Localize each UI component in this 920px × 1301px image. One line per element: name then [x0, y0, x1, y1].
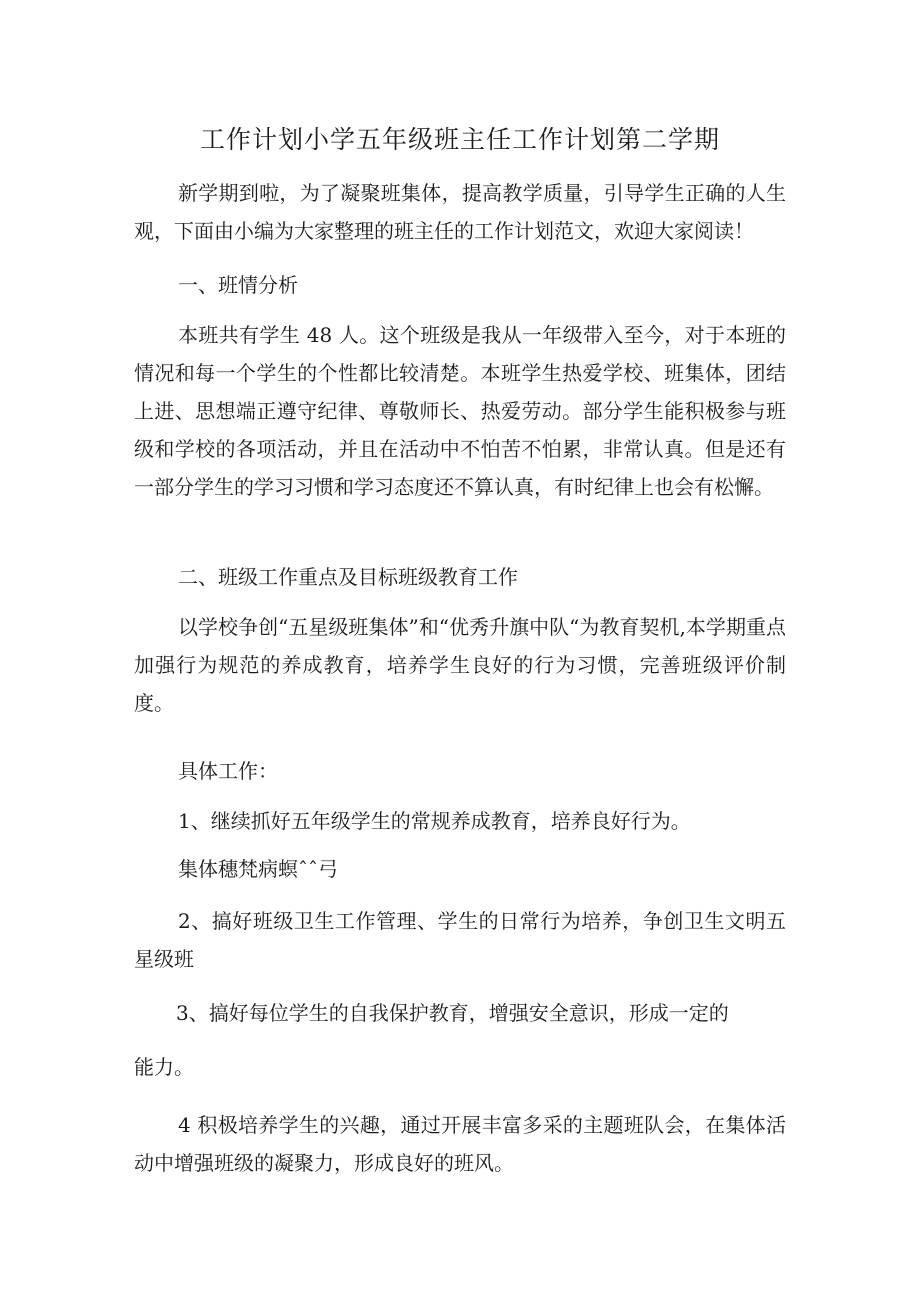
section-heading-class-analysis: 一、班情分析	[178, 273, 298, 297]
class-analysis-paragraph: 本班共有学生 48 人。这个班级是我从一年级带入至今，对于本班的情况和每一个学生的个性都比较清楚。本班学生热爱学校、班集体，团结上进、思想端正遵守纪律、尊敬师长、热爱劳动。部分学生能积极参与班级和学校的各项活动，并且在活动中不怕苦不怕累，非常认真。但是还有一部分学生的学习习惯和学习态度还不算认真，有时纪律上也会有松懈。	[134, 323, 786, 499]
work-item-2: 2、搞好班级卫生工作管理、学生的日常行为培养，争创卫生文明五星级班	[134, 909, 786, 971]
garbled-line: 集体穗梵病螟ˆˆ弓	[178, 857, 338, 881]
work-focus-paragraph: 以学校争创“五星级班集体”和“优秀升旗中队“为教育契机,本学期重点加强行为规范的养成教育，培养学生良好的行为习惯，完善班级评价制度。	[134, 615, 786, 715]
specific-work-heading: 具体工作：	[178, 759, 278, 783]
work-item-3-line-1: 3、搞好每位学生的自我保护教育，增强安全意识，形成一定的	[176, 1001, 729, 1025]
work-item-1: 1、继续抓好五年级学生的常规养成教育，培养良好行为。	[178, 809, 691, 833]
work-item-4: 4 积极培养学生的兴趣，通过开展丰富多采的主题班队会，在集体活动中增强班级的凝聚力，形成良好的班风。	[134, 1113, 786, 1175]
section-heading-work-focus: 二、班级工作重点及目标班级教育工作	[178, 565, 518, 589]
document-title: 工作计划小学五年级班主任工作计划第二学期	[199, 125, 720, 154]
work-item-3-line-2: 能力。	[134, 1055, 194, 1079]
intro-paragraph: 新学期到啦，为了凝聚班集体，提高教学质量，引导学生正确的人生观，下面由小编为大家整理的班主任的工作计划范文，欢迎大家阅读！	[134, 181, 786, 243]
